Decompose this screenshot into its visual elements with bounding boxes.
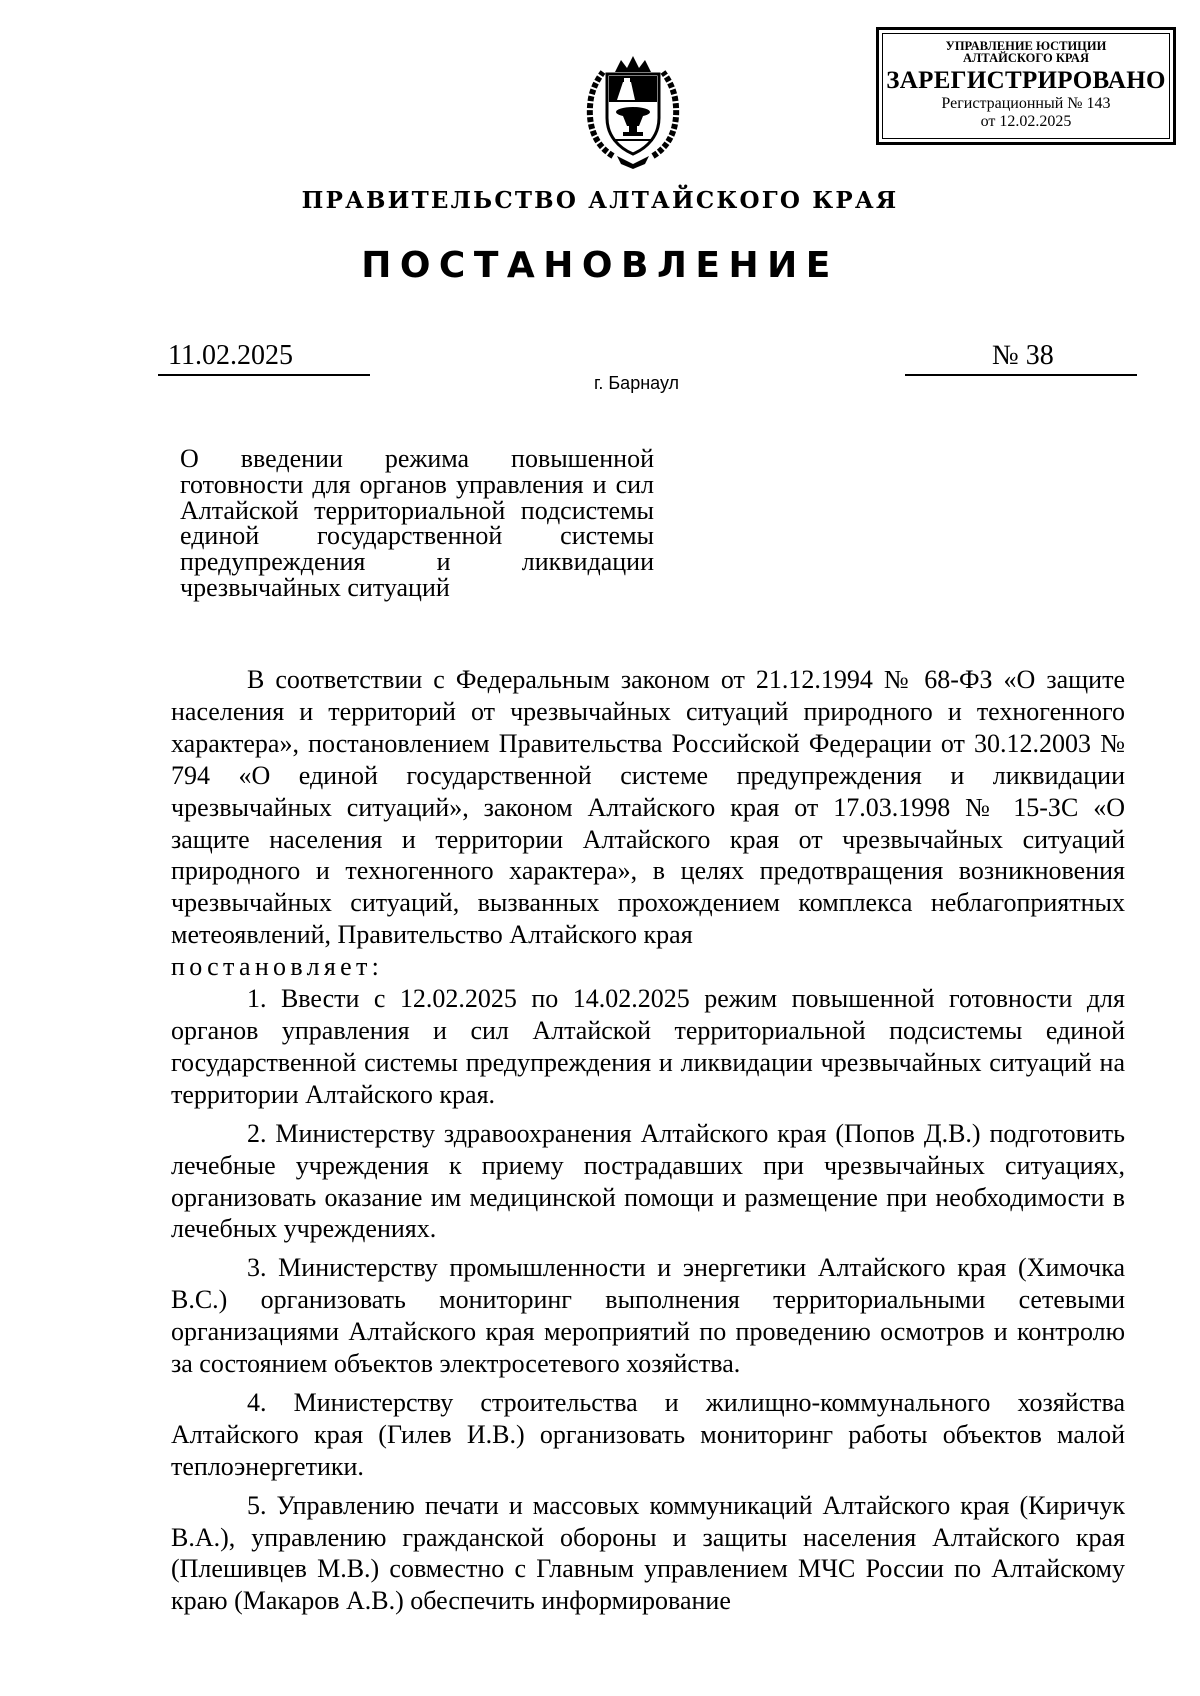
stamp-org-line2: АЛТАЙСКОГО КРАЯ [963,51,1089,65]
registration-stamp [876,27,1176,145]
date-underline [158,374,370,376]
stamp-inner-border [882,33,1170,139]
document-number: № 38 [992,340,1054,371]
item-3: 3. Министерству промышленности и энергетики Алтайского края (Химочка В.С.) организовать мониторинг выполнения территориальными сетевыми организациями Алтайского края мероприятий по проведению осмотров и контролю за состоянием объектов электросетевого хозяйства. [171,1253,1125,1379]
city: г. Барнаул [594,373,680,393]
document-body [171,664,1125,1624]
item-4: 4. Министерству строительства и жилищно-коммунального хозяйства Алтайского края (Гилев И.В.) организовать мониторинг работы объектов малой теплоэнергетики. [171,1387,1125,1481]
stamp-status: ЗАРЕГИСТРИРОВАНО [886,67,1166,94]
document-date: 11.02.2025 [168,340,293,371]
stamp-registration-number: Регистрационный № 143 [941,95,1111,112]
number-underline [905,374,1137,376]
resolves-word: постановляет: [171,952,384,982]
document-subject: О введении режима повышенной готовности для органов управления и сил Алтайской территориальной подсистемы единой государственной системы предупреждения и ликвидации чрезвычайных ситуаций [180,444,654,602]
coat-of-arms-icon [583,52,683,170]
stamp-organization [883,40,1169,64]
item-1: 1. Ввести с 12.02.2025 по 14.02.2025 режим повышенной готовности для органов управления и сил Алтайской территориальной подсистемы единой государственной системы предупреждения и ликвидации чрезвычайных ситуаций на территории Алтайского края. [171,984,1125,1109]
document-type: ПОСТАНОВЛЕНИЕ [361,245,839,286]
stamp-registration-date: от 12.02.2025 [980,113,1072,130]
preamble: В соответствии с Федеральным законом от 21.12.1994 № 68-ФЗ «О защите населения и территорий от чрезвычайных ситуаций природного и техногенного характера», постановлением Правительства Российской Федерации от 30.12.2003 № 794 «О единой государственной системе предупреждения и ликвидации чрезвычайных ситуаций», законом Алтайского края от 17.03.1998 № 15-ЗС «О защите населения и территории Алтайского края от чрезвычайных ситуаций природного и техногенного характера», в целях предотвращения возникновения чрезвычайных ситуаций, вызванных прохождением комплекса неблагоприятных метеоявлений, Правительство Алтайского края [171,665,1125,950]
item-5: 5. Управлению печати и массовых коммуникаций Алтайского края (Киричук В.А.), управлению гражданской обороны и защиты населения Алтайского края (Плешивцев М.В.) совместно с Главным управлением МЧС России по Алтайскому краю (Макаров А.В.) обеспечить информирование [171,1490,1125,1616]
item-2: 2. Министерству здравоохранения Алтайского края (Попов Д.В.) подготовить лечебные учреждения к приему пострадавших при чрезвычайных ситуациях, организовать оказание им медицинской помощи и размещение при необходимости в лечебных учреждениях. [171,1118,1125,1244]
government-name: ПРАВИТЕЛЬСТВО АЛТАЙСКОГО КРАЯ [301,187,899,214]
stamp-org-line1: УПРАВЛЕНИЕ ЮСТИЦИИ [945,39,1107,53]
